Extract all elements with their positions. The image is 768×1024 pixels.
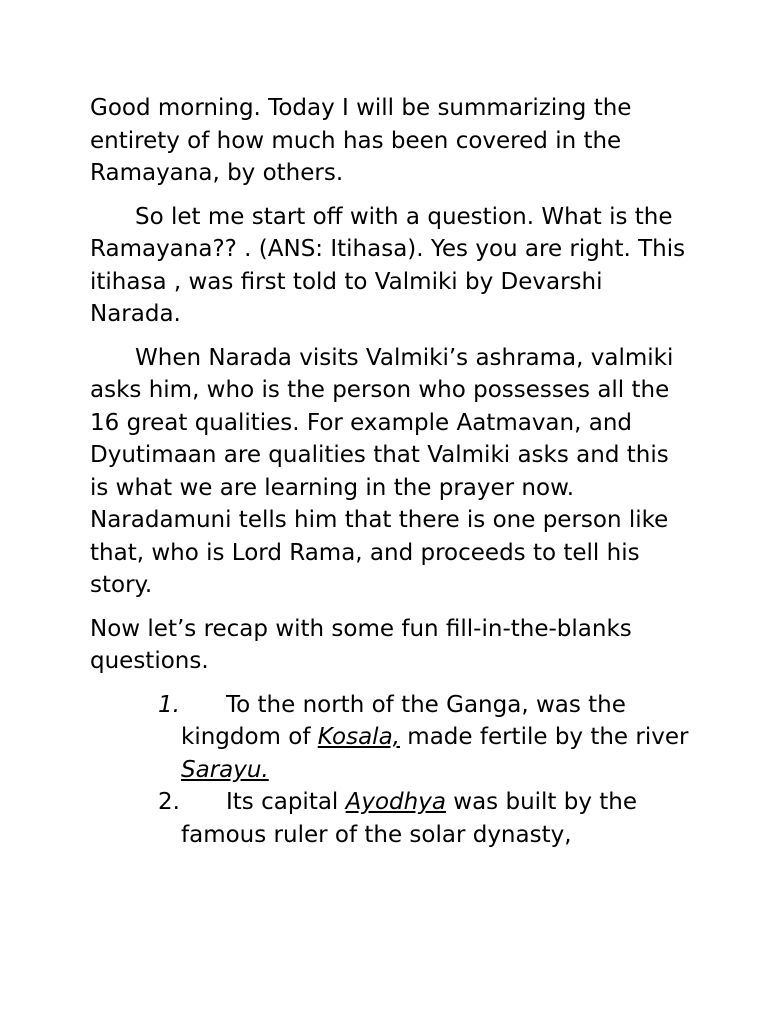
document-page: [90, 92, 690, 851]
paragraph-narada: When Narada visits Valmiki’s ashrama, valmiki asks him, who is the person who possesses all the 16 great qualities. For example Aatmavan, and Dyutimaan are qualities that Valmiki asks and this is what we are learning in the prayer now. Naradamuni tells him that there is one person like that, who is Lord Rama, and proceeds to tell his story.: [90, 344, 674, 598]
question-text: To the north of the Ganga, was the kingdom of: [181, 691, 626, 750]
list-item: [158, 689, 690, 787]
list-item-number: 1.: [158, 691, 180, 718]
list-item-number: 2.: [158, 789, 180, 815]
answer-blank: Ayodhya: [345, 789, 446, 815]
answer-blank: Sarayu.: [181, 756, 269, 783]
paragraph-recap: Now let’s recap with some fun fill-in-the-blanks questions.: [90, 615, 632, 674]
paragraph-intro: Good morning. Today I will be summarizing the entirety of how much has been covered in the Ramayana, by others.: [90, 95, 632, 186]
answer-blank: Kosala,: [317, 724, 400, 750]
paragraph-question: So let me start off with a question. What is the Ramayana?? . (ANS: Itihasa). Yes you are right. This itihasa , was first told to Valmiki by Devarshi Narada.: [90, 203, 686, 327]
question-text: made fertile by the river: [399, 724, 689, 750]
fill-in-the-blanks-list: [90, 689, 690, 852]
question-text: was built by the famous ruler of the solar dynasty,: [181, 789, 638, 848]
question-text: Its capital: [226, 789, 346, 815]
list-item: [158, 786, 690, 851]
